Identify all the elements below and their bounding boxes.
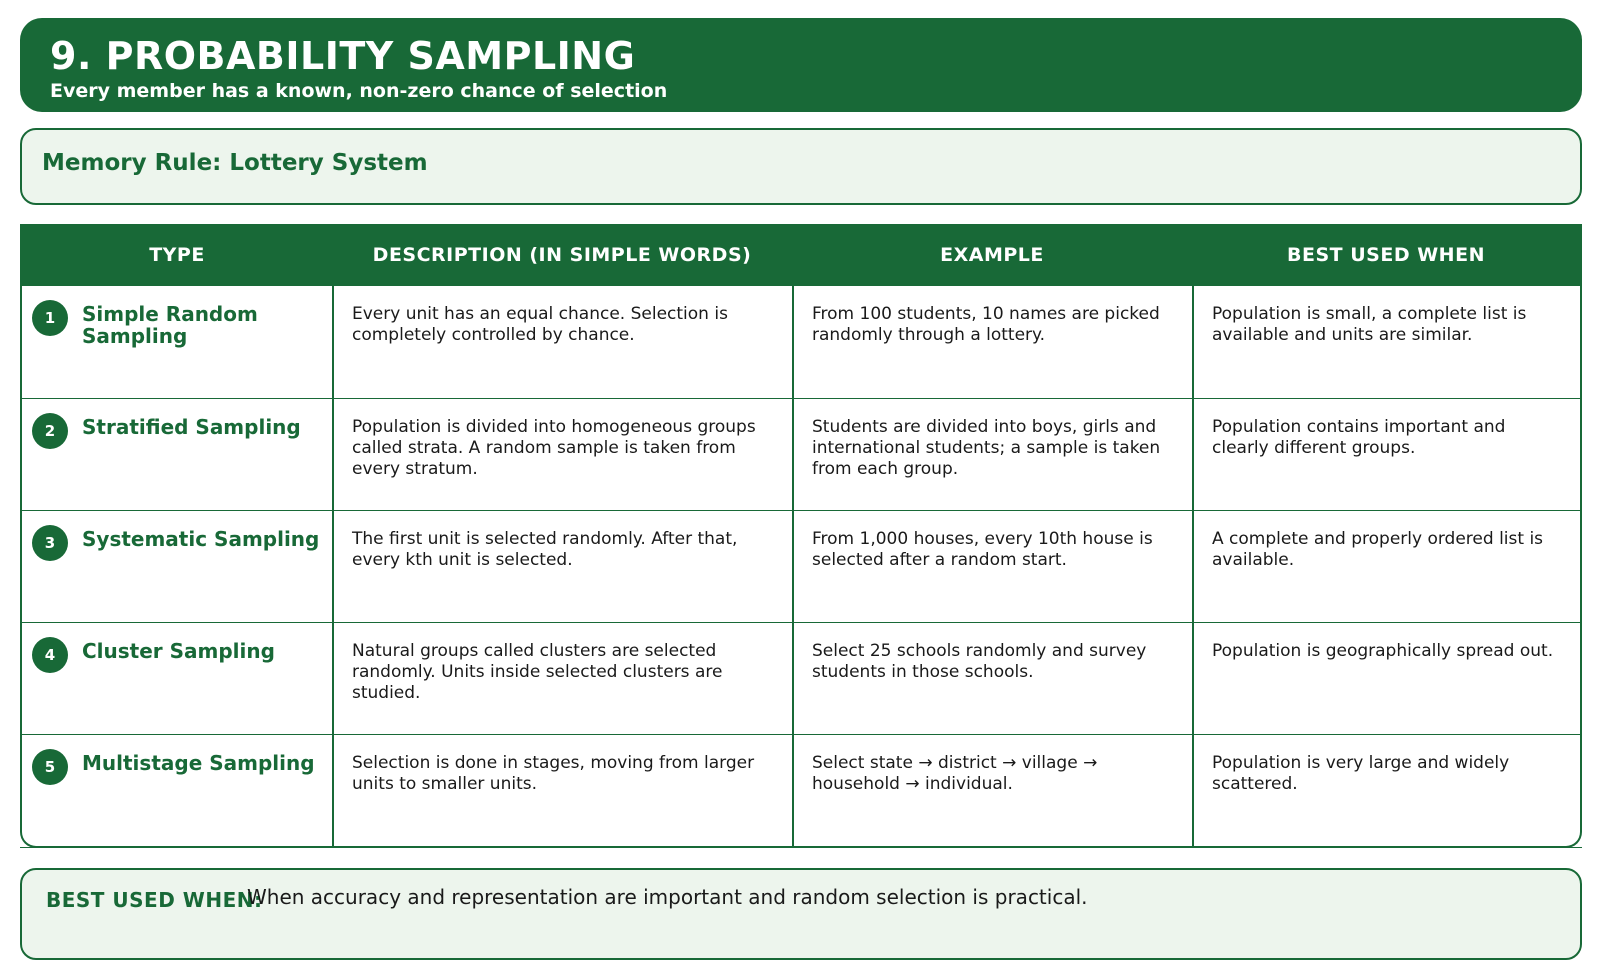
- example-cell: From 1,000 houses, every 10th house is selected after a random start.: [792, 511, 1192, 622]
- footer-box: [20, 868, 1582, 960]
- best-used-cell: Population is geographically spread out.: [1192, 623, 1580, 734]
- number-badge: 1: [32, 300, 68, 336]
- type-name: Multistage Sampling: [82, 751, 315, 775]
- footer-label: BEST USED WHEN:: [46, 888, 263, 912]
- memory-rule-text: Memory Rule: Lottery System: [42, 150, 428, 176]
- table-header: [22, 224, 1580, 286]
- number-badge: 5: [32, 749, 68, 785]
- table-row: [22, 622, 1580, 734]
- footer-text: When accuracy and representation are important and random selection is practical.: [247, 885, 1088, 909]
- table-row: [22, 286, 1580, 398]
- type-name: Simple Random Sampling: [82, 302, 258, 348]
- description-cell: The first unit is selected randomly. After that, every kth unit is selected.: [332, 511, 792, 622]
- sampling-table: [20, 224, 1582, 848]
- example-cell: Select 25 schools randomly and survey students in those schools.: [792, 623, 1192, 734]
- type-name: Stratified Sampling: [82, 415, 301, 439]
- type-cell: [22, 286, 332, 398]
- column-header-description: DESCRIPTION (IN SIMPLE WORDS): [372, 244, 752, 266]
- description-cell: Natural groups called clusters are selected randomly. Units inside selected clusters are studied.: [332, 623, 792, 734]
- example-cell: Students are divided into boys, girls and international students; a sample is taken from each group.: [792, 399, 1192, 510]
- divider: [20, 847, 1582, 848]
- type-cell: [22, 735, 332, 846]
- column-header-type: TYPE: [149, 244, 205, 266]
- table-row: [22, 734, 1580, 846]
- column-header-best-used: BEST USED WHEN: [1287, 244, 1485, 266]
- number-badge: 3: [32, 525, 68, 561]
- table-row: [22, 398, 1580, 510]
- type-name: Cluster Sampling: [82, 639, 275, 663]
- best-used-cell: A complete and properly ordered list is available.: [1192, 511, 1580, 622]
- type-cell: [22, 511, 332, 622]
- best-used-cell: Population contains important and clearly different groups.: [1192, 399, 1580, 510]
- type-cell: [22, 399, 332, 510]
- number-badge: 2: [32, 413, 68, 449]
- page-subtitle: Every member has a known, non-zero chance of selection: [50, 80, 668, 102]
- type-cell: [22, 623, 332, 734]
- description-cell: Selection is done in stages, moving from larger units to smaller units.: [332, 735, 792, 846]
- number-badge: 4: [32, 637, 68, 673]
- table-row: [22, 510, 1580, 622]
- example-cell: Select state → district → village → household → individual.: [792, 735, 1192, 846]
- best-used-cell: Population is small, a complete list is available and units are similar.: [1192, 286, 1580, 398]
- memory-rule-box: [20, 128, 1582, 205]
- type-name: Systematic Sampling: [82, 527, 320, 551]
- column-header-example: EXAMPLE: [940, 244, 1044, 266]
- best-used-cell: Population is very large and widely scattered.: [1192, 735, 1580, 846]
- header-banner: [20, 18, 1582, 112]
- example-cell: From 100 students, 10 names are picked randomly through a lottery.: [792, 286, 1192, 398]
- description-cell: Population is divided into homogeneous groups called strata. A random sample is taken from every stratum.: [332, 399, 792, 510]
- page-title: 9. PROBABILITY SAMPLING: [50, 34, 636, 78]
- description-cell: Every unit has an equal chance. Selection is completely controlled by chance.: [332, 286, 792, 398]
